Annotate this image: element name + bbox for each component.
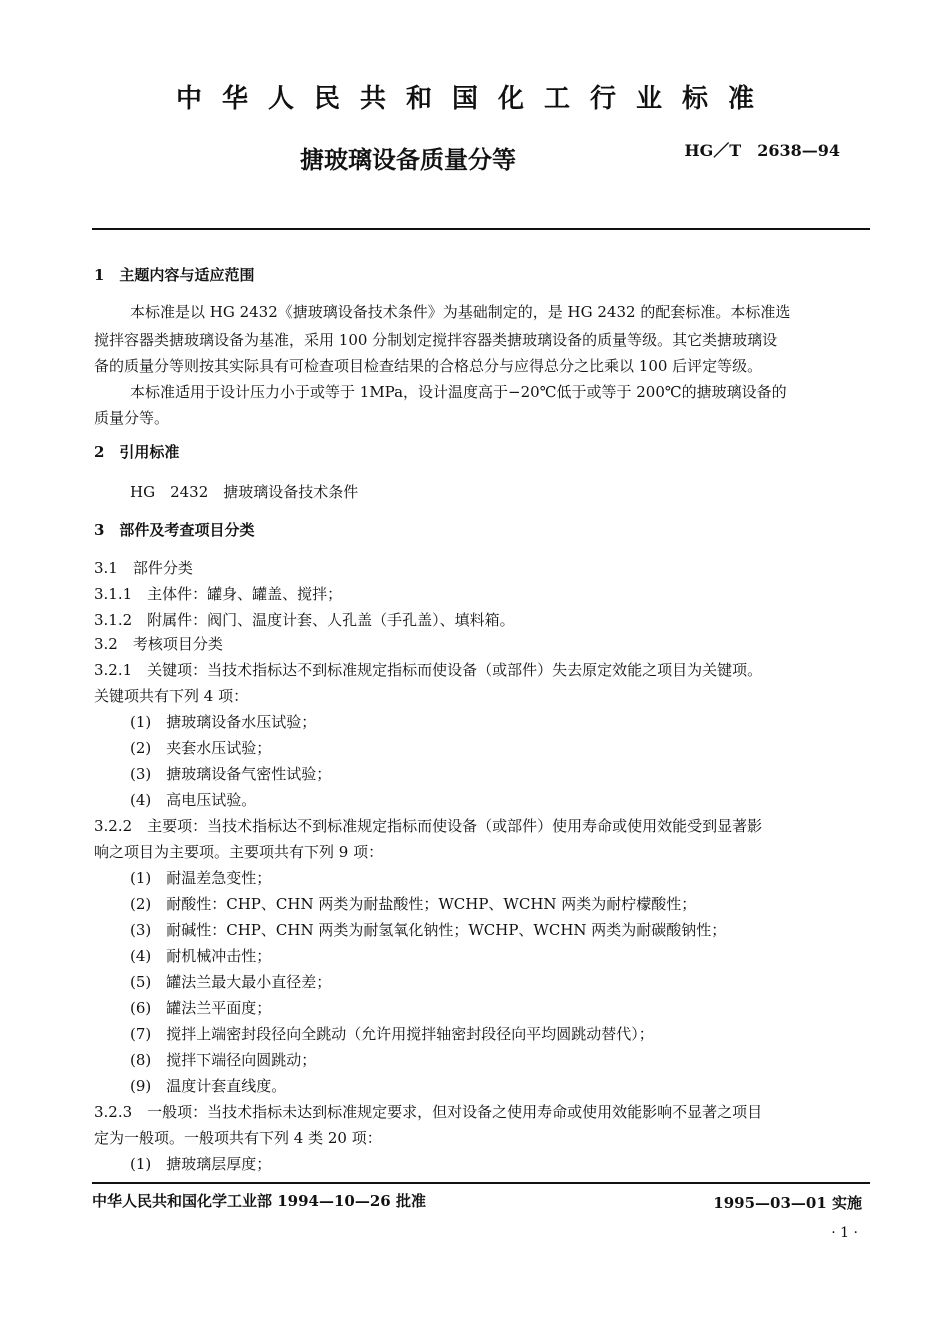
section-2-title: 2 引用标准 [94,443,180,461]
section-1-paragraph-2-line-2: 质量分等。 [94,409,170,427]
clause-3-2-1-line-1: 3.2.1 关键项：当技术指标达不到标准规定指标而使设备（或部件）失去原定效能之项目为关键项。 [94,661,763,679]
section-2-reference: HG 2432 搪玻璃设备技术条件 [130,483,359,501]
key-item: (4) 高电压试验。 [130,791,257,809]
general-item: (1) 搪玻璃层厚度； [130,1155,272,1173]
main-item: (1) 耐温差急变性； [130,869,272,887]
main-item: (2) 耐酸性：CHP、CHN 两类为耐盐酸性；WCHP、WCHN 两类为耐柠檬酸性； [130,895,697,913]
section-1-title: 1 主题内容与适应范围 [94,266,255,284]
clause-3-2-3-line-1: 3.2.3 一般项：当技术指标未达到标准规定要求，但对设备之使用寿命或使用效能影响不显著之项目 [94,1103,763,1121]
main-item: (5) 罐法兰最大最小直径差； [130,973,332,991]
clause-3-1: 3.1 部件分类 [94,559,193,577]
clause-3-2-2-line-2: 响之项目为主要项。主要项共有下列 9 项： [94,843,384,861]
header-rule [92,228,870,230]
clause-3-2-1-line-2: 关键项共有下列 4 项： [94,687,249,705]
effective-date: 1995—03—01 实施 [713,1194,862,1212]
main-item: (3) 耐碱性：CHP、CHN 两类为耐氢氧化钠性；WCHP、WCHN 两类为耐碳酸钠性； [130,921,727,939]
main-item: (8) 搅拌下端径向圆跳动； [130,1051,317,1069]
footer-rule [92,1182,870,1184]
section-1-paragraph-1-line-3: 备的质量分等则按其实际具有可检查项目检查结果的合格总分与应得总分之比乘以 100 后评定等级。 [94,357,763,375]
section-1-paragraph-1-line-1: 本标准是以 HG 2432《搪玻璃设备技术条件》为基础制定的，是 HG 2432 的配套标准。本标准选 [130,303,791,321]
standard-org-title: 中华人民共和国化工行业标准 [175,84,774,114]
approval-note: 中华人民共和国化学工业部 1994—10—26 批准 [92,1192,426,1210]
key-item: (3) 搪玻璃设备气密性试验； [130,765,332,783]
clause-3-1-2: 3.1.2 附属件：阀门、温度计套、人孔盖（手孔盖）、填料箱。 [94,611,515,629]
main-item: (6) 罐法兰平面度； [130,999,272,1017]
key-item: (2) 夹套水压试验； [130,739,272,757]
clause-3-2-2-line-1: 3.2.2 主要项：当技术指标达不到标准规定指标而使设备（或部件）使用寿命或使用效能受到显著影 [94,817,763,835]
section-3-title: 3 部件及考查项目分类 [94,521,255,539]
standard-code: HG／T 2638—94 [684,141,840,160]
section-1-paragraph-2-line-1: 本标准适用于设计压力小于或等于 1MPa，设计温度高于−20℃低于或等于 200℃的搪玻璃设备的 [130,383,787,401]
clause-3-1-1: 3.1.1 主体件：罐身、罐盖、搅拌； [94,585,343,603]
section-1-paragraph-1-line-2: 搅拌容器类搪玻璃设备为基准，采用 100 分制划定搅拌容器类搪玻璃设备的质量等级。其它类搪玻璃设 [94,331,778,349]
page-number: · 1 · [831,1225,858,1241]
document-title: 搪玻璃设备质量分等 [300,145,516,174]
clause-3-2: 3.2 考核项目分类 [94,635,223,653]
clause-3-2-3-line-2: 定为一般项。一般项共有下列 4 类 20 项： [94,1129,382,1147]
main-item: (9) 温度计套直线度。 [130,1077,287,1095]
key-item: (1) 搪玻璃设备水压试验； [130,713,317,731]
main-item: (4) 耐机械冲击性； [130,947,272,965]
main-item: (7) 搅拌上端密封段径向全跳动（允许用搅拌轴密封段径向平均圆跳动替代）； [130,1025,654,1043]
